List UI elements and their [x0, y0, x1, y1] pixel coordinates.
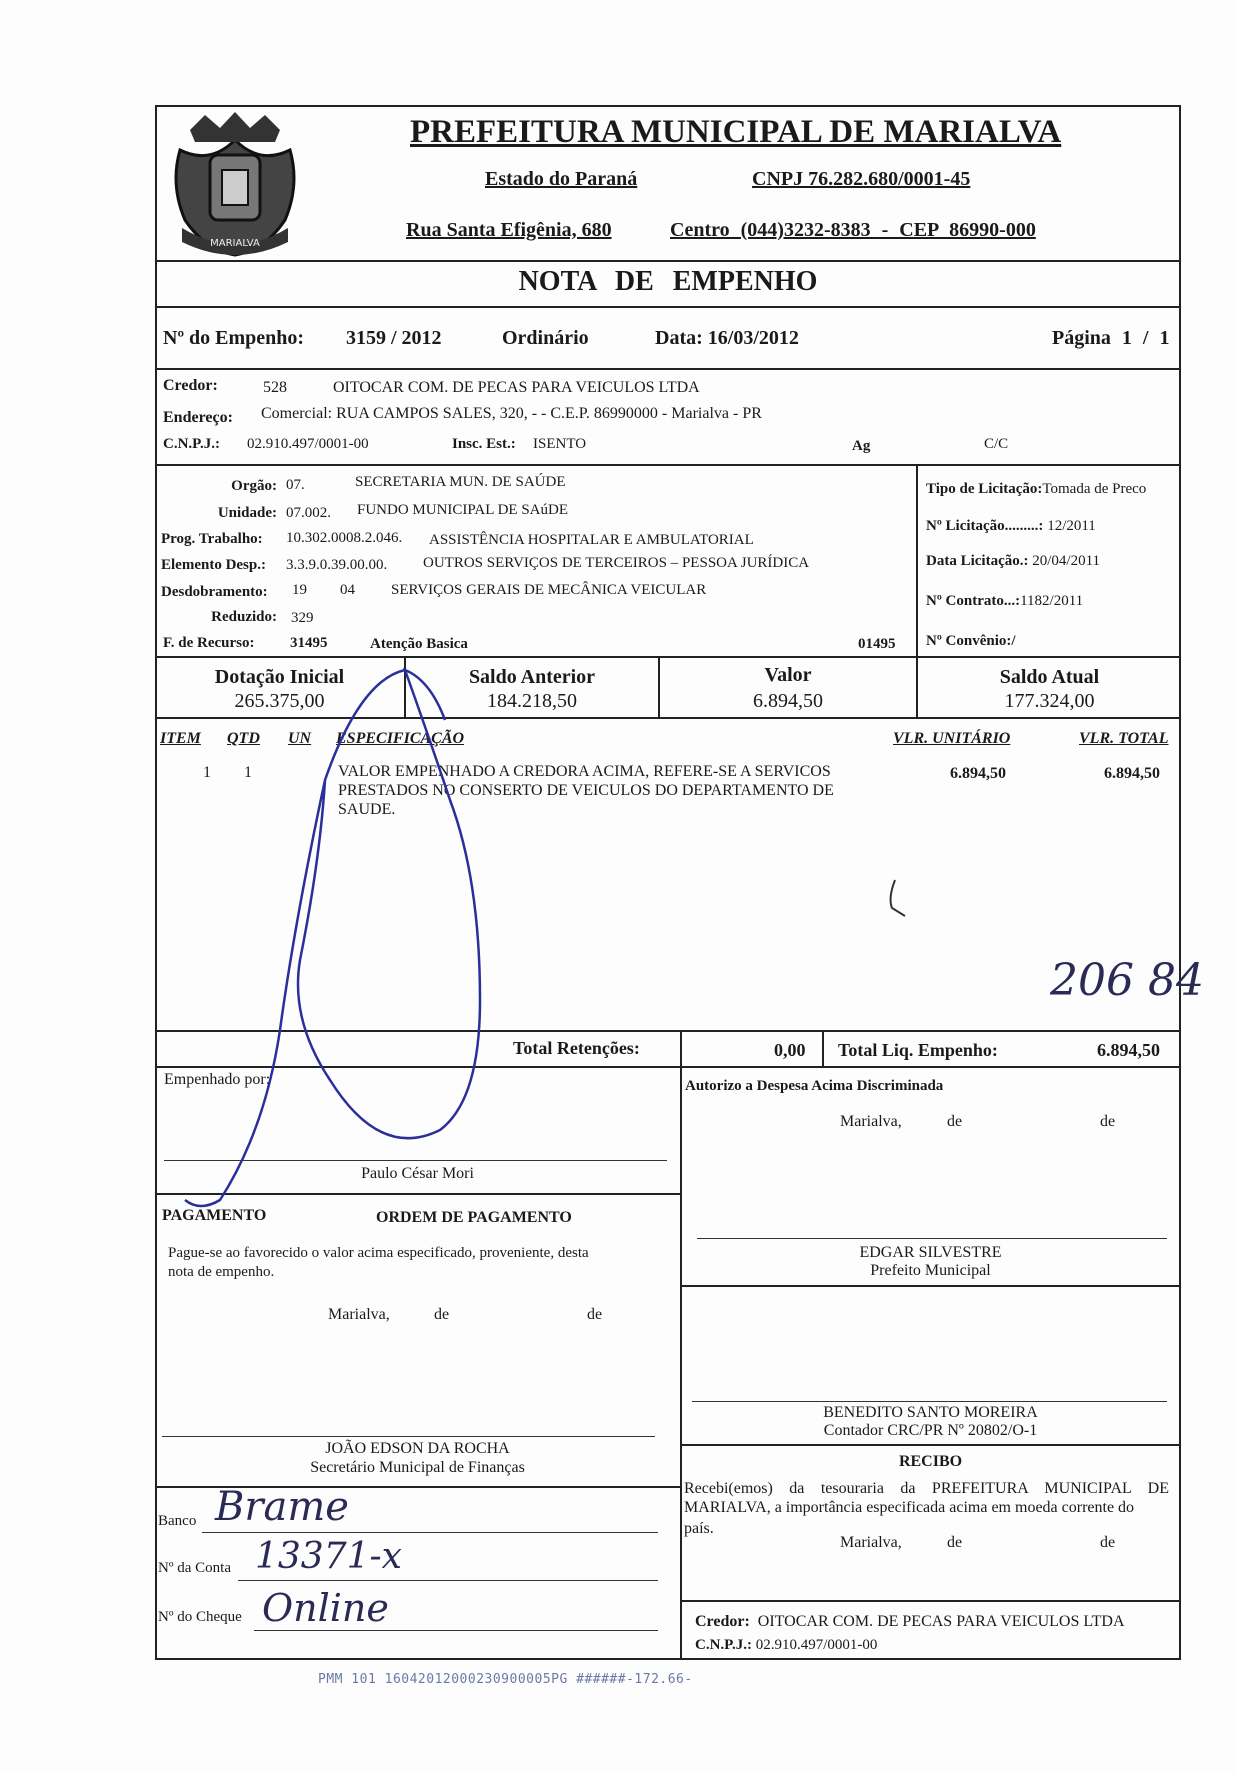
coat-of-arms-icon	[160, 110, 310, 260]
divider	[680, 1600, 1181, 1602]
autorizo-de2: de	[1100, 1113, 1116, 1130]
pagamento-text-line2: nota de empenho.	[168, 1264, 275, 1280]
divider	[822, 1030, 824, 1066]
item-description-line2: PRESTADOS NO CONSERTO DE VEICULOS DO DEPARTAMENTO DE	[338, 782, 834, 799]
banco-line	[202, 1532, 658, 1533]
ordem-pagamento-label: ORDEM DE PAGAMENTO	[376, 1209, 572, 1226]
tipo-licitacao-label: Tipo de Licitação:	[926, 481, 1043, 497]
recibo-credor: OITOCAR COM. DE PECAS PARA VEICULOS LTDA	[757, 1613, 1125, 1630]
orgao-code: 07.	[286, 477, 305, 493]
divider	[680, 1030, 682, 1660]
pen-mark	[880, 878, 910, 918]
recibo-cnpj: 02.910.497/0001-00	[755, 1637, 878, 1653]
col-item: ITEM	[160, 730, 201, 747]
item-unit-price: 6.894,50	[950, 765, 1006, 782]
total-liquido: 6.894,50	[1097, 1040, 1160, 1060]
recibo-de2: de	[1100, 1534, 1116, 1551]
col-especificacao: ESPECIFICAÇÃO	[336, 730, 465, 747]
reduzido-value: 329	[291, 610, 314, 626]
fonte-code: 31495	[290, 635, 328, 651]
item-number: 1	[203, 764, 211, 781]
total-liquido-label: Total Liq. Empenho:	[838, 1040, 998, 1060]
divider	[680, 1285, 1181, 1287]
prog-name: ASSISTÊNCIA HOSPITALAR E AMBULATORIAL	[429, 532, 754, 548]
num-licitacao-label: Nº Licitação.........:	[926, 518, 1044, 534]
col-vlr-total: VLR. TOTAL	[1079, 730, 1169, 747]
contador-role: Contador CRC/PR Nº 20802/O-1	[823, 1422, 1038, 1439]
autorizo-place: Marialva,	[840, 1113, 902, 1130]
item-total-price: 6.894,50	[1104, 765, 1160, 782]
convenio-label: Nº Convênio:/	[926, 633, 1016, 649]
pagamento-de1: de	[434, 1306, 450, 1323]
footer-stamp: PMM 101 16042012000230900005PG ######-172.66-	[318, 1672, 693, 1687]
credor-label: Credor:	[163, 377, 218, 394]
conta-line	[238, 1580, 658, 1581]
pagamento-place: Marialva,	[328, 1306, 390, 1323]
autorizo-de1: de	[947, 1113, 963, 1130]
prefeito-role: Prefeito Municipal	[870, 1262, 991, 1279]
pagamento-label: PAGAMENTO	[162, 1207, 267, 1224]
endereco-label: Endereço:	[163, 409, 233, 426]
elemento-name: OUTROS SERVIÇOS DE TERCEIROS – PESSOA JURÍDICA	[423, 555, 810, 571]
desdobramento-code1: 19	[292, 582, 307, 598]
page-title: PREFEITURA MUNICIPAL DE MARIALVA	[410, 114, 1062, 150]
endereco: Comercial: RUA CAMPOS SALES, 320, - - C.E.P. 86990000 - Marialva - PR	[261, 405, 762, 422]
reduzido-label: Reduzido:	[211, 609, 277, 625]
autorizo-label: Autorizo a Despesa Acima Discriminada	[685, 1078, 944, 1094]
saldo-anterior-label: Saldo Anterior	[468, 666, 596, 688]
desdobramento-code2: 04	[340, 582, 355, 598]
cheque-line	[254, 1630, 658, 1631]
signature-scribble	[180, 660, 500, 1220]
prefeito-name: EDGAR SILVESTRE	[859, 1244, 1002, 1261]
agencia-label: Ag	[852, 438, 871, 454]
conta-label: Nº da Conta	[158, 1560, 231, 1576]
fonte-code2: 01495	[858, 636, 896, 652]
col-qtd: QTD	[227, 730, 260, 747]
recibo-de1: de	[947, 1534, 963, 1551]
divider	[155, 464, 1181, 466]
svg-text:MARIALVA: MARIALVA	[210, 238, 260, 249]
data-licitacao-label: Data Licitação.:	[926, 553, 1029, 569]
recibo-place: Marialva,	[840, 1534, 902, 1551]
prog-label: Prog. Trabalho:	[161, 531, 263, 547]
item-qtd: 1	[244, 764, 252, 781]
data-licitacao: 20/04/2011	[1032, 553, 1101, 569]
valor-label: Valor	[764, 664, 812, 686]
cnpj-header: CNPJ 76.282.680/0001-45	[752, 168, 971, 190]
address: Rua Santa Efigênia, 680	[406, 219, 612, 241]
empenhado-por-name: Paulo César Mori	[361, 1165, 474, 1182]
saldo-atual-label: Saldo Atual	[999, 666, 1100, 688]
recibo-cnpj-label: C.N.P.J.:	[695, 1637, 752, 1653]
tipo-licitacao: Tomada de Preco	[1042, 481, 1147, 497]
signature-line	[697, 1238, 1167, 1239]
document-title: NOTA DE EMPENHO	[518, 266, 818, 297]
contador-name: BENEDITO SANTO MOREIRA	[823, 1404, 1038, 1421]
saldo-atual: 177.324,00	[1004, 690, 1095, 712]
cheque-handwritten: Online	[262, 1586, 389, 1630]
num-licitacao: 12/2011	[1047, 518, 1096, 534]
col-vlr-unitario: VLR. UNITÁRIO	[893, 730, 1011, 747]
empenho-number-label: Nº do Empenho:	[163, 327, 305, 349]
desdobramento-name: SERVIÇOS GERAIS DE MECÂNICA VEICULAR	[391, 582, 707, 598]
total-retencoes: 0,00	[774, 1040, 806, 1060]
insc-value: ISENTO	[533, 436, 587, 452]
unidade-name: FUNDO MUNICIPAL DE SAúDE	[357, 502, 568, 518]
total-retencoes-label: Total Retenções:	[513, 1038, 640, 1058]
unidade-label: Unidade:	[217, 505, 277, 521]
elemento-code: 3.3.9.0.39.00.00.	[286, 557, 388, 573]
recibo-text-line3: país.	[684, 1520, 714, 1537]
divider	[155, 260, 1181, 262]
signature-line	[692, 1401, 1167, 1402]
state-name: Estado do Paraná	[485, 168, 638, 190]
recibo-text-line1: Recebi(emos) da tesouraria da PREFEITURA MUNICIPAL DE	[684, 1480, 1169, 1497]
orgao-name: SECRETARIA MUN. DE SAÚDE	[355, 474, 566, 490]
cheque-label: Nº do Cheque	[158, 1609, 242, 1625]
recibo-text-line2: MARIALVA, a importância especificada acima em moeda corrente do	[684, 1499, 1135, 1516]
empenho-number: 3159 / 2012	[346, 327, 442, 349]
contact-line: Centro (044)3232-8383 - CEP 86990-000	[670, 219, 1036, 241]
insc-label: Insc. Est.:	[452, 436, 516, 452]
credor-cnpj: 02.910.497/0001-00	[247, 436, 369, 452]
recibo-title: RECIBO	[898, 1453, 963, 1470]
divider	[155, 306, 1181, 308]
item-description-line3: SAUDE.	[338, 801, 396, 818]
dotacao-inicial-label: Dotação Inicial	[214, 666, 345, 688]
item-description-line1: VALOR EMPENHADO A CREDORA ACIMA, REFERE-SE A SERVICOS	[338, 763, 831, 780]
secretario-role: Secretário Municipal de Finanças	[310, 1459, 525, 1476]
conta-handwritten: 13371-x	[255, 1536, 402, 1577]
valor: 6.894,50	[753, 690, 823, 712]
divider	[155, 368, 1181, 370]
contrato-value: 1182/2011	[1020, 593, 1084, 609]
orgao-label: Orgão:	[231, 478, 277, 494]
unidade-code: 07.002.	[286, 505, 331, 521]
contrato-label: Nº Contrato...:	[926, 593, 1021, 609]
pagamento-text-line1: Pague-se ao favorecido o valor acima especificado, proveniente, desta	[168, 1245, 589, 1261]
prog-code: 10.302.0008.2.046.	[286, 530, 403, 546]
empenho-type: Ordinário	[502, 327, 589, 349]
secretario-name: JOÃO EDSON DA ROCHA	[325, 1440, 510, 1457]
col-un: UN	[288, 730, 312, 747]
banco-handwritten: Brame	[215, 1484, 349, 1530]
handwritten-note: 206 84	[1050, 955, 1204, 1006]
page-number: Página 1 / 1	[1052, 327, 1170, 349]
cnpj-label: C.N.P.J.:	[163, 436, 220, 452]
banco-label: Banco	[158, 1513, 197, 1529]
conta-corrente-label: C/C	[984, 436, 1009, 452]
fonte-label: F. de Recurso:	[163, 635, 255, 651]
desdobramento-label: Desdobramento:	[161, 584, 268, 600]
divider	[680, 1444, 1181, 1446]
divider	[155, 656, 1181, 658]
signature-line	[162, 1436, 655, 1437]
pagamento-de2: de	[587, 1306, 603, 1323]
empenho-date: Data: 16/03/2012	[655, 327, 799, 349]
dotacao-inicial: 265.375,00	[234, 690, 325, 712]
credor-code: 528	[263, 379, 287, 396]
credor-name: OITOCAR COM. DE PECAS PARA VEICULOS LTDA	[333, 379, 700, 396]
empenhado-por-label: Empenhado por:	[164, 1071, 271, 1088]
fonte-name: Atenção Basica	[370, 636, 468, 652]
recibo-credor-label: Credor:	[695, 1613, 750, 1630]
elemento-label: Elemento Desp.:	[161, 557, 266, 573]
saldo-anterior: 184.218,50	[487, 690, 577, 712]
